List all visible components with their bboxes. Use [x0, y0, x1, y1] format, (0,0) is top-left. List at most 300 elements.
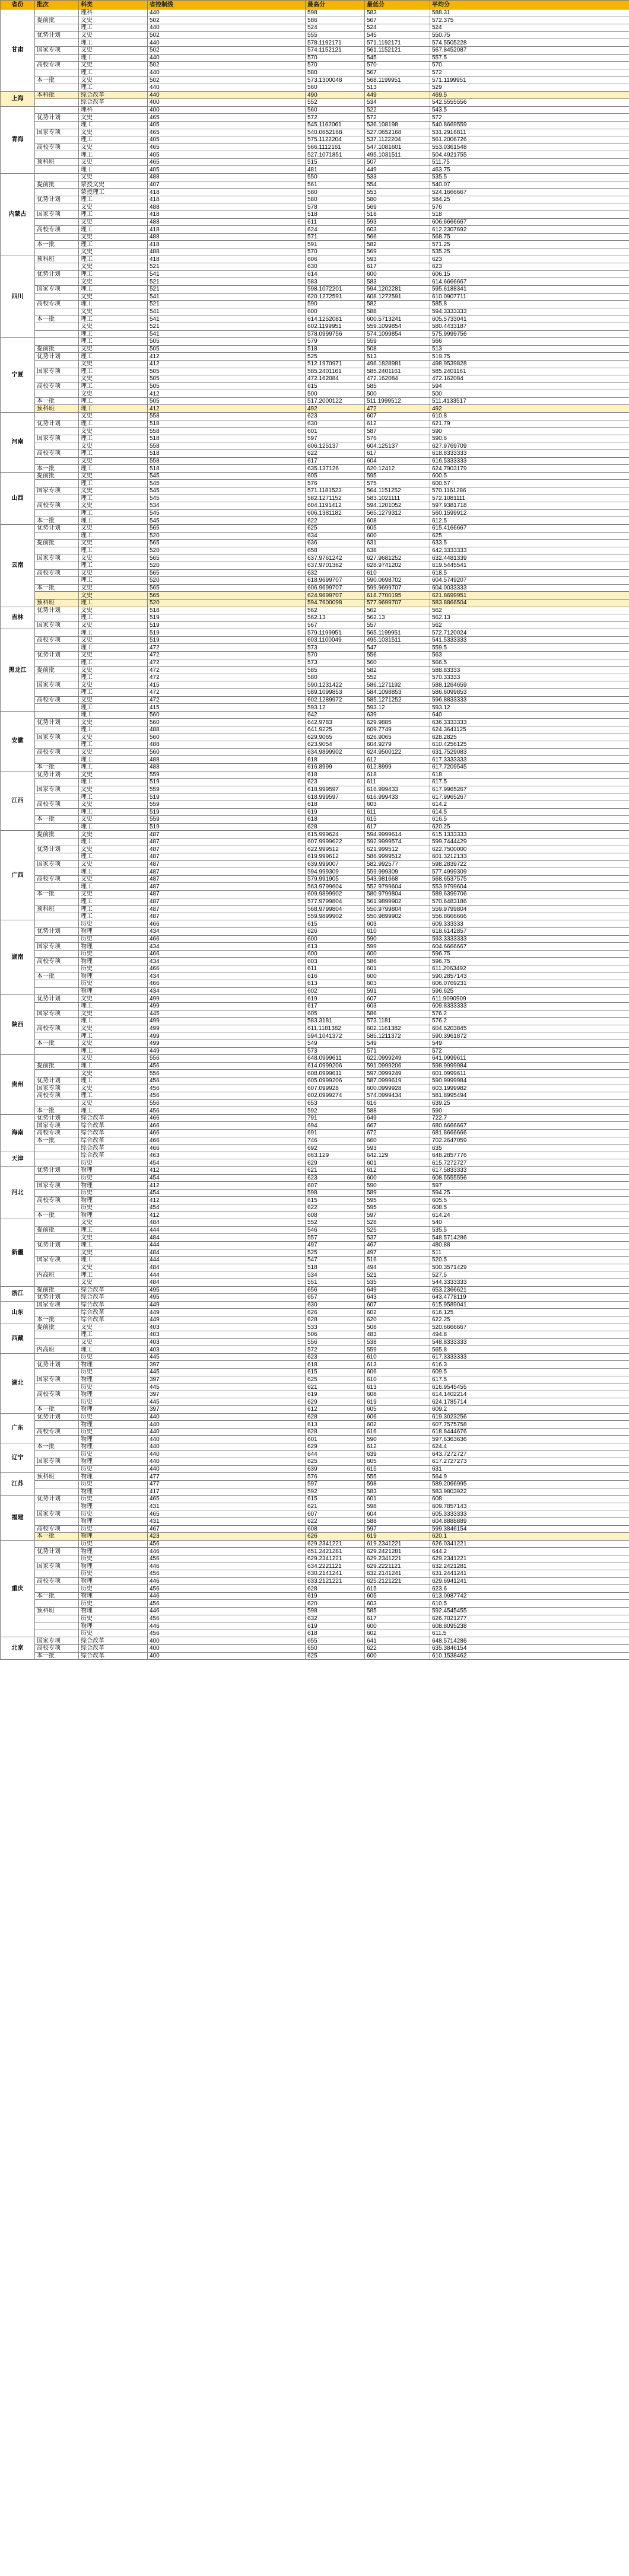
cell-control-line: 405 — [148, 121, 306, 129]
cell-max-score: 600 — [306, 935, 365, 943]
cell-avg-score: 615.7272727 — [430, 1159, 629, 1167]
cell-control-line: 541 — [148, 270, 306, 278]
cell-min-score: 612 — [365, 1167, 430, 1175]
cell-batch — [35, 1279, 79, 1286]
cell-batch: 优势计划 — [35, 995, 79, 1003]
cell-min-score: 521 — [365, 1271, 430, 1279]
cell-avg-score: 614.24 — [430, 1212, 629, 1219]
cell-control-line: 400 — [148, 106, 306, 114]
cell-control-line: 518 — [148, 435, 306, 442]
cell-max-score: 746 — [306, 1137, 365, 1144]
cell-avg-score: 593.3333333 — [430, 935, 629, 943]
table-row — [1, 569, 629, 577]
cell-min-score: 550.9899902 — [365, 913, 430, 920]
table-row — [1, 360, 629, 368]
table-row — [1, 1271, 629, 1279]
cell-batch — [35, 1144, 79, 1152]
cell-subject: 文史 — [79, 144, 148, 151]
cell-min-score: 603 — [365, 1600, 430, 1608]
cell-max-score: 655 — [306, 1637, 365, 1645]
cell-min-score: 591 — [365, 987, 430, 995]
table-row — [1, 1130, 629, 1137]
cell-avg-score: 593.12 — [430, 704, 629, 712]
cell-avg-score: 617.5 — [430, 779, 629, 786]
cell-batch — [35, 1331, 79, 1339]
table-row — [1, 995, 629, 1003]
cell-control-line: 521 — [148, 263, 306, 271]
cell-max-score: 497 — [306, 1241, 365, 1249]
cell-avg-score: 590.9999984 — [430, 1077, 629, 1085]
cell-subject: 文史 — [79, 1324, 148, 1331]
cell-avg-score: 620.25 — [430, 823, 629, 831]
cell-subject: 理工 — [79, 54, 148, 62]
cell-max-score: 613 — [306, 1421, 365, 1429]
cell-subject: 历史 — [79, 1555, 148, 1563]
cell-max-score: 563.9799604 — [306, 883, 365, 891]
cell-batch — [35, 779, 79, 786]
table-row — [1, 353, 629, 361]
cell-avg-score: 610.1538462 — [430, 1652, 629, 1660]
cell-control-line: 445 — [148, 1353, 306, 1361]
cell-subject: 理工 — [79, 121, 148, 129]
cell-province: 河南 — [1, 413, 35, 473]
cell-avg-score: 680.6666667 — [430, 1122, 629, 1130]
table-row — [1, 1212, 629, 1219]
cell-avg-score: 562 — [430, 607, 629, 614]
cell-batch: 优势计划 — [35, 1294, 79, 1302]
cell-avg-score: 616.125 — [430, 1309, 629, 1316]
cell-control-line: 466 — [148, 1114, 306, 1122]
cell-min-score: 597 — [365, 1212, 430, 1219]
cell-min-score: 604 — [365, 457, 430, 465]
cell-control-line: 565 — [148, 554, 306, 562]
cell-max-score: 582.1271152 — [306, 495, 365, 502]
cell-batch — [35, 1189, 79, 1197]
cell-avg-score: 576.2 — [430, 1018, 629, 1025]
cell-max-score: 608 — [306, 1525, 365, 1533]
cell-control-line: 505 — [148, 345, 306, 353]
cell-batch: 高校专项 — [35, 382, 79, 390]
cell-control-line: 559 — [148, 801, 306, 808]
cell-batch — [35, 659, 79, 667]
cell-province: 福建 — [1, 1496, 35, 1541]
cell-batch: 国家专项 — [35, 46, 79, 54]
cell-min-score: 615 — [365, 816, 430, 824]
cell-batch — [35, 1540, 79, 1548]
cell-avg-score: 653.2366621 — [430, 1286, 629, 1294]
cell-control-line: 487 — [148, 898, 306, 906]
cell-subject: 文史 — [79, 1234, 148, 1242]
cell-min-score: 593 — [365, 1144, 430, 1152]
cell-avg-score: 617.5833333 — [430, 1167, 629, 1175]
cell-max-score: 586 — [306, 17, 365, 24]
cell-batch: 本一批 — [35, 1107, 79, 1115]
cell-control-line: 466 — [148, 920, 306, 928]
cell-subject: 理工 — [79, 644, 148, 652]
cell-batch — [35, 203, 79, 211]
cell-min-score: 593.12 — [365, 704, 430, 712]
cell-min-score: 494 — [365, 1264, 430, 1271]
cell-subject: 历史 — [79, 1585, 148, 1593]
cell-avg-score: 549 — [430, 1040, 629, 1047]
cell-avg-score: 610.0907711 — [430, 293, 629, 301]
cell-max-score: 605 — [306, 1010, 365, 1018]
table-row — [1, 756, 629, 764]
cell-batch — [35, 1622, 79, 1630]
cell-control-line: 545 — [148, 495, 306, 502]
cell-max-score: 594.7600098 — [306, 599, 365, 607]
cell-avg-score: 572.1081111 — [430, 495, 629, 502]
cell-min-score: 577.9699707 — [365, 599, 430, 607]
cell-min-score: 617 — [365, 1615, 430, 1622]
cell-subject: 文史 — [79, 457, 148, 465]
cell-control-line: 521 — [148, 323, 306, 330]
cell-batch: 优势计划 — [35, 1496, 79, 1503]
cell-avg-score: 559.9799804 — [430, 906, 629, 913]
cell-batch: 本一批 — [35, 315, 79, 323]
cell-subject: 文史 — [79, 360, 148, 368]
cell-min-score: 585.2401161 — [365, 368, 430, 375]
cell-control-line: 487 — [148, 891, 306, 898]
cell-control-line: 472 — [148, 659, 306, 667]
cell-max-score: 623 — [306, 779, 365, 786]
table-row — [1, 1577, 629, 1585]
table-row — [1, 779, 629, 786]
cell-avg-score: 560.1599912 — [430, 509, 629, 517]
cell-avg-score: 610.4256125 — [430, 741, 629, 749]
table-row — [1, 270, 629, 278]
cell-max-score: 515 — [306, 158, 365, 166]
cell-batch: 高校专项 — [35, 958, 79, 965]
cell-subject: 物理 — [79, 1548, 148, 1555]
table-row — [1, 1346, 629, 1354]
cell-batch — [35, 375, 79, 383]
cell-batch — [35, 1032, 79, 1040]
table-row — [1, 1010, 629, 1018]
cell-min-score: 560 — [365, 659, 430, 667]
table-row — [1, 1249, 629, 1257]
cell-batch — [35, 1570, 79, 1578]
cell-subject: 文史 — [79, 524, 148, 532]
cell-max-score: 606 — [306, 256, 365, 263]
table-row — [1, 950, 629, 958]
cell-max-score: 619 — [306, 1592, 365, 1600]
cell-subject: 综合改革 — [79, 1152, 148, 1159]
cell-province: 广西 — [1, 831, 35, 920]
cell-control-line: 418 — [148, 189, 306, 196]
cell-avg-score: 643.4778119 — [430, 1294, 629, 1302]
cell-max-score: 641.9225 — [306, 726, 365, 734]
cell-subject: 物理 — [79, 1443, 148, 1451]
cell-min-score: 467 — [365, 1241, 430, 1249]
cell-avg-score: 596.75 — [430, 950, 629, 958]
cell-control-line: 518 — [148, 465, 306, 473]
cell-subject: 理工 — [79, 69, 148, 76]
cell-subject: 历史 — [79, 965, 148, 973]
cell-subject: 历史 — [79, 1353, 148, 1361]
cell-max-score: 598 — [306, 9, 365, 17]
cell-min-score: 601 — [365, 1496, 430, 1503]
cell-control-line: 519 — [148, 793, 306, 801]
cell-control-line: 449 — [148, 1309, 306, 1316]
cell-max-score: 621 — [306, 1167, 365, 1175]
cell-min-score: 580 — [365, 196, 430, 203]
cell-min-score: 582 — [365, 667, 430, 674]
cell-control-line: 499 — [148, 995, 306, 1003]
cell-min-score: 603 — [365, 920, 430, 928]
cell-batch: 国家专项 — [35, 211, 79, 219]
cell-batch: 预科班 — [35, 158, 79, 166]
table-row — [1, 1189, 629, 1197]
table-row — [1, 1219, 629, 1227]
cell-avg-score: 524 — [430, 24, 629, 32]
table-row — [1, 883, 629, 891]
cell-min-score: 622 — [365, 1645, 430, 1653]
cell-avg-score: 605.5 — [430, 1197, 629, 1204]
cell-control-line: 472 — [148, 674, 306, 681]
cell-min-score: 627.9681252 — [365, 554, 430, 562]
cell-subject: 物理 — [79, 1488, 148, 1496]
cell-avg-score: 610.5 — [430, 1600, 629, 1608]
cell-avg-score: 511.4133517 — [430, 397, 629, 405]
cell-batch — [35, 442, 79, 450]
table-row — [1, 338, 629, 346]
table-row — [1, 166, 629, 174]
table-row — [1, 704, 629, 712]
cell-control-line: 417 — [148, 1488, 306, 1496]
cell-control-line: 559 — [148, 816, 306, 824]
cell-avg-score: 590 — [430, 428, 629, 435]
cell-avg-score: 594 — [430, 382, 629, 390]
cell-subject: 综合改革 — [79, 99, 148, 107]
cell-avg-score: 480.88 — [430, 1241, 629, 1249]
cell-min-score: 513 — [365, 353, 430, 361]
cell-control-line: 505 — [148, 382, 306, 390]
cell-avg-score: 597.9381718 — [430, 502, 629, 510]
cell-max-score: 632 — [306, 1615, 365, 1622]
cell-control-line: 541 — [148, 308, 306, 315]
cell-avg-score: 577.4999309 — [430, 868, 629, 876]
table-row — [1, 151, 629, 159]
cell-min-score: 585.1211372 — [365, 1032, 430, 1040]
cell-avg-score: 611.5 — [430, 1630, 629, 1637]
cell-control-line: 434 — [148, 943, 306, 951]
cell-min-score: 607 — [365, 995, 430, 1003]
cell-min-score: 562.13 — [365, 614, 430, 622]
cell-max-score: 629.2341221 — [306, 1555, 365, 1563]
cell-control-line: 434 — [148, 973, 306, 980]
cell-max-score: 612 — [306, 1406, 365, 1414]
cell-subject: 理工 — [79, 450, 148, 458]
cell-avg-score: 643.7272727 — [430, 1450, 629, 1458]
cell-subject: 综合改革 — [79, 1645, 148, 1653]
cell-max-score: 533 — [306, 1324, 365, 1331]
cell-subject: 物理 — [79, 1622, 148, 1630]
cell-avg-score: 564.9 — [430, 1473, 629, 1481]
cell-max-score: 637.9761242 — [306, 554, 365, 562]
cell-max-score: 644 — [306, 1450, 365, 1458]
cell-avg-score: 606.6666667 — [430, 218, 629, 226]
cell-max-score: 618 — [306, 1361, 365, 1369]
cell-min-score: 649 — [365, 1114, 430, 1122]
cell-min-score: 528 — [365, 1219, 430, 1227]
cell-control-line: 541 — [148, 293, 306, 301]
cell-min-score: 612.8999 — [365, 763, 430, 771]
cell-batch — [35, 99, 79, 107]
cell-batch — [35, 980, 79, 988]
table-row — [1, 920, 629, 928]
cell-max-score: 615 — [306, 1496, 365, 1503]
table-row — [1, 1503, 629, 1510]
cell-control-line: 505 — [148, 397, 306, 405]
cell-min-score: 616 — [365, 1099, 430, 1107]
cell-max-score: 598.1072201 — [306, 285, 365, 293]
cell-min-score: 559 — [365, 338, 430, 346]
cell-max-score: 691 — [306, 1130, 365, 1137]
cell-control-line: 519 — [148, 621, 306, 629]
cell-control-line: 412 — [148, 405, 306, 413]
cell-subject: 文史 — [79, 607, 148, 614]
cell-avg-score: 535.5 — [430, 174, 629, 181]
cell-control-line: 456 — [148, 1062, 306, 1070]
cell-subject: 综合改革 — [79, 1294, 148, 1302]
cell-min-score: 535 — [365, 1279, 430, 1286]
cell-batch: 高校专项 — [35, 1428, 79, 1436]
cell-max-score: 602.1289972 — [306, 696, 365, 704]
cell-batch — [35, 166, 79, 174]
cell-avg-score: 616.5 — [430, 816, 629, 824]
cell-min-score: 500 — [365, 390, 430, 398]
cell-control-line: 440 — [148, 84, 306, 91]
cell-subject: 理工 — [79, 480, 148, 487]
table-row — [1, 189, 629, 196]
cell-max-score: 566.1112161 — [306, 144, 365, 151]
cell-avg-score: 621.79 — [430, 420, 629, 428]
cell-subject: 物理 — [79, 973, 148, 980]
table-row — [1, 808, 629, 816]
cell-control-line: 446 — [148, 1563, 306, 1570]
cell-avg-score: 625 — [430, 532, 629, 540]
cell-batch — [35, 1047, 79, 1055]
cell-avg-score: 588.31 — [430, 9, 629, 17]
cell-max-score: 500 — [306, 390, 365, 398]
cell-batch: 内高班 — [35, 1346, 79, 1354]
table-row — [1, 517, 629, 525]
cell-province: 西藏 — [1, 1324, 35, 1353]
cell-max-score: 635.137126 — [306, 465, 365, 473]
table-row — [1, 203, 629, 211]
cell-max-score: 615 — [306, 1197, 365, 1204]
cell-avg-score: 565.8 — [430, 1346, 629, 1354]
cell-min-score: 516 — [365, 1257, 430, 1264]
table-row — [1, 719, 629, 726]
cell-max-score: 626 — [306, 928, 365, 936]
cell-max-score: 618.999597 — [306, 786, 365, 793]
table-row — [1, 1645, 629, 1653]
table-row — [1, 1040, 629, 1047]
cell-min-score: 567 — [365, 69, 430, 76]
cell-min-score: 566 — [365, 233, 430, 241]
cell-control-line: 446 — [148, 1608, 306, 1615]
cell-subject: 历史 — [79, 1615, 148, 1622]
cell-min-score: 553 — [365, 189, 430, 196]
table-row — [1, 846, 629, 853]
table-row — [1, 382, 629, 390]
cell-min-score: 611 — [365, 808, 430, 816]
cell-min-score: 613 — [365, 1361, 430, 1369]
cell-max-score: 591 — [306, 241, 365, 248]
cell-max-score: 540.0652168 — [306, 129, 365, 136]
cell-batch — [35, 136, 79, 144]
cell-province: 宁夏 — [1, 338, 35, 413]
cell-min-score: 600 — [365, 1652, 430, 1660]
table-row — [1, 1428, 629, 1436]
cell-min-score: 576 — [365, 435, 430, 442]
cell-min-score: 594.1202281 — [365, 285, 430, 293]
cell-max-score: 580 — [306, 674, 365, 681]
cell-min-score: 600 — [365, 973, 430, 980]
cell-min-score: 547 — [365, 644, 430, 652]
table-row — [1, 577, 629, 585]
cell-min-score: 590 — [365, 1436, 430, 1443]
table-row — [1, 667, 629, 674]
cell-control-line: 499 — [148, 1025, 306, 1032]
cell-batch: 优势计划 — [35, 114, 79, 122]
cell-control-line: 487 — [148, 846, 306, 853]
cell-control-line: 495 — [148, 1294, 306, 1302]
cell-avg-score: 616.9545455 — [430, 1383, 629, 1391]
cell-control-line: 397 — [148, 1391, 306, 1398]
cell-batch: 提前批 — [35, 540, 79, 547]
cell-avg-score: 566.5 — [430, 659, 629, 667]
cell-min-score: 603 — [365, 801, 430, 808]
cell-control-line: 560 — [148, 748, 306, 756]
cell-batch: 本一批 — [35, 1137, 79, 1144]
cell-batch: 国家专项 — [35, 1257, 79, 1264]
cell-batch — [35, 308, 79, 315]
cell-control-line: 456 — [148, 1585, 306, 1593]
cell-batch: 预科班 — [35, 599, 79, 607]
cell-province: 云南 — [1, 524, 35, 607]
cell-min-score: 586.9999512 — [365, 853, 430, 861]
cell-avg-score: 542.5555556 — [430, 99, 629, 107]
cell-avg-score: 469.5 — [430, 91, 629, 99]
cell-min-score: 617 — [365, 823, 430, 831]
cell-min-score: 538 — [365, 1338, 430, 1346]
cell-min-score: 586.1271192 — [365, 681, 430, 689]
cell-max-score: 607.9999622 — [306, 838, 365, 846]
cell-min-score: 600 — [365, 1174, 430, 1182]
cell-avg-score: 622.25 — [430, 1316, 629, 1324]
cell-subject: 理工 — [79, 1092, 148, 1100]
cell-batch — [35, 106, 79, 114]
cell-control-line: 560 — [148, 734, 306, 741]
cell-subject: 文史 — [79, 218, 148, 226]
cell-avg-score: 583.9803922 — [430, 1488, 629, 1496]
table-row — [1, 106, 629, 114]
cell-min-score: 533 — [365, 174, 430, 181]
cell-control-line: 456 — [148, 1600, 306, 1608]
table-row — [1, 1137, 629, 1144]
cell-min-score: 602.1161382 — [365, 1025, 430, 1032]
cell-min-score: 584.1098853 — [365, 689, 430, 697]
cell-max-score: 574.1152121 — [306, 46, 365, 54]
cell-control-line: 558 — [148, 457, 306, 465]
cell-subject: 文史 — [79, 308, 148, 315]
cell-max-score: 570 — [306, 248, 365, 256]
cell-min-score: 569 — [365, 248, 430, 256]
cell-subject: 理工 — [79, 659, 148, 667]
